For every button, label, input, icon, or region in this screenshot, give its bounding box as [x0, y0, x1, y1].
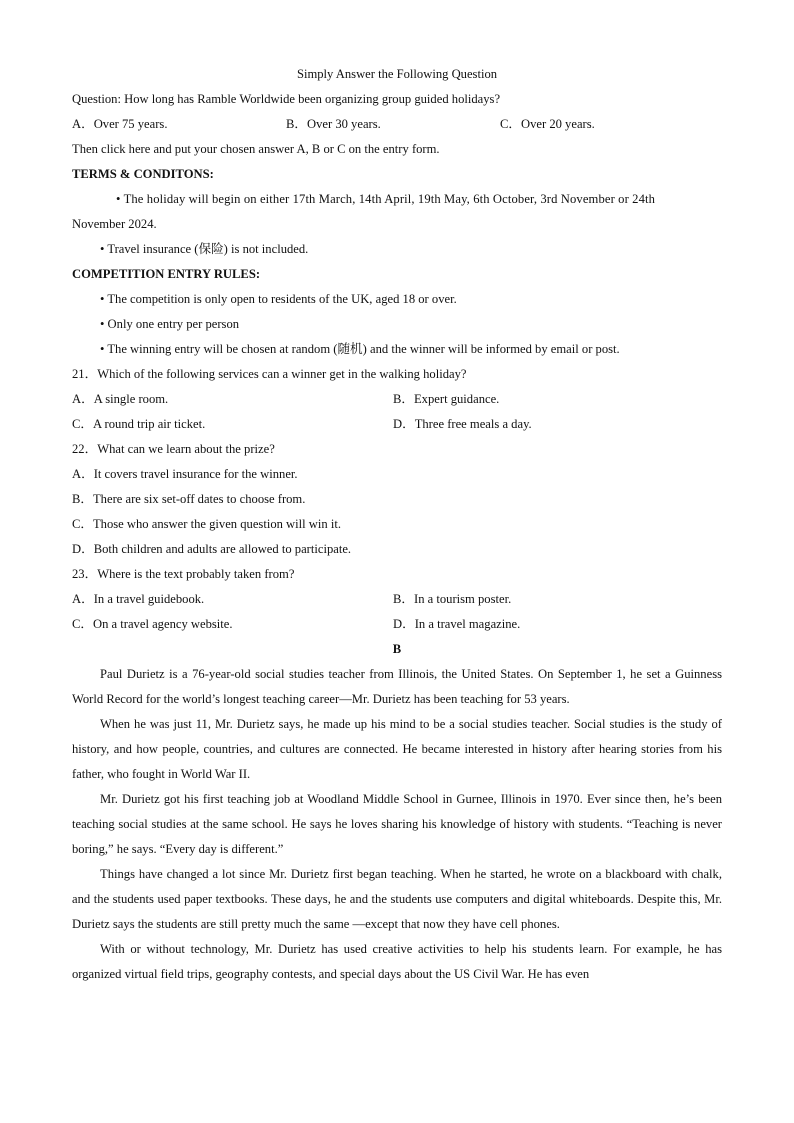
competition-option-c: C．Over 20 years.	[500, 117, 595, 131]
question-23-options-row	[72, 612, 722, 637]
rules-item: • Only one entry per person	[100, 317, 240, 331]
question-23-stem: 23．Where is the text probably taken from?	[72, 567, 295, 581]
rules-item: • The competition is only open to residents of the UK, aged 18 or over.	[100, 292, 457, 306]
question-22-option-c: C．Those who answer the given question will win it.	[72, 517, 341, 531]
question-21-options-row	[72, 387, 722, 412]
question-23-option-b: B．In a tourism poster.	[393, 592, 512, 606]
terms-item-continuation: November 2024.	[72, 217, 157, 231]
competition-question: Question: How long has Ramble Worldwide been organizing group guided holidays?	[72, 92, 501, 106]
terms-item: • Travel insurance (保险) is not included.	[100, 242, 309, 256]
document-title: Simply Answer the Following Question	[296, 67, 498, 81]
question-22-option-d: D．Both children and adults are allowed to participate.	[72, 542, 352, 556]
passage-paragraph: With or without technology, Mr. Durietz has used creative activities to help his students learn. For example, he has organized virtual field trips, geography contests, and special days about the US Civil War. He has even	[72, 942, 722, 981]
question-23-options-row	[72, 587, 722, 612]
question-22-option-b: B．There are six set-off dates to choose from.	[72, 492, 306, 506]
rules-item: • The winning entry will be chosen at random (随机) and the winner will be informed by email or post.	[100, 342, 620, 356]
competition-option-b: B．Over 30 years.	[286, 117, 381, 131]
question-23-option-c: C．On a travel agency website.	[72, 617, 233, 631]
passage-paragraph: Things have changed a lot since Mr. Durietz first began teaching. When he started, he wrote on a blackboard with chalk, and the students used paper textbooks. These days, he and the students use computers and digital whiteboards. Despite this, Mr. Durietz says the students are still pretty much the same —except that now they have cell phones.	[72, 867, 722, 931]
section-b-label: B	[392, 642, 402, 656]
rules-heading: COMPETITION ENTRY RULES:	[72, 267, 261, 281]
question-21-option-a: A．A single room.	[72, 392, 169, 406]
passage-paragraph: When he was just 11, Mr. Durietz says, he made up his mind to be a social studies teacher. Social studies is the study of history, and how people, countries, and cultures are connected. He became interested in history after hearing stories from his father, who fought in World War II.	[72, 717, 722, 781]
document-page	[72, 62, 722, 987]
terms-item: • The holiday will begin on either 17th March, 14th April, 19th May, 6th October, 3rd November or 24th	[116, 192, 656, 206]
passage-paragraph: Mr. Durietz got his first teaching job at Woodland Middle School in Gurnee, Illinois in 1970. Ever since then, he’s been teaching social studies at the same school. He says he loves sharing his knowledge of history with students. “Teaching is never boring,” he says. “Every day is different.”	[72, 792, 722, 856]
question-22-stem: 22．What can we learn about the prize?	[72, 442, 275, 456]
passage-b	[72, 662, 722, 987]
question-21-option-b: B．Expert guidance.	[393, 392, 500, 406]
competition-instruction: Then click here and put your chosen answer A, B or C on the entry form.	[72, 142, 440, 156]
passage-paragraph: Paul Durietz is a 76-year-old social studies teacher from Illinois, the United States. On September 1, he set a Guinness World Record for the world’s longest teaching career—Mr. Durietz has been teaching for 53 years.	[72, 667, 722, 706]
question-23-option-d: D．In a travel magazine.	[393, 617, 521, 631]
competition-options	[72, 112, 722, 137]
competition-option-a: A．Over 75 years.	[72, 117, 168, 131]
question-23-option-a: A．In a travel guidebook.	[72, 592, 205, 606]
question-21-stem: 21．Which of the following services can a winner get in the walking holiday?	[72, 367, 467, 381]
question-21-option-c: C．A round trip air ticket.	[72, 417, 206, 431]
question-21-options-row	[72, 412, 722, 437]
question-22-option-a: A．It covers travel insurance for the winner.	[72, 467, 298, 481]
terms-heading: TERMS & CONDITONS:	[72, 167, 214, 181]
question-21-option-d: D．Three free meals a day.	[393, 417, 532, 431]
